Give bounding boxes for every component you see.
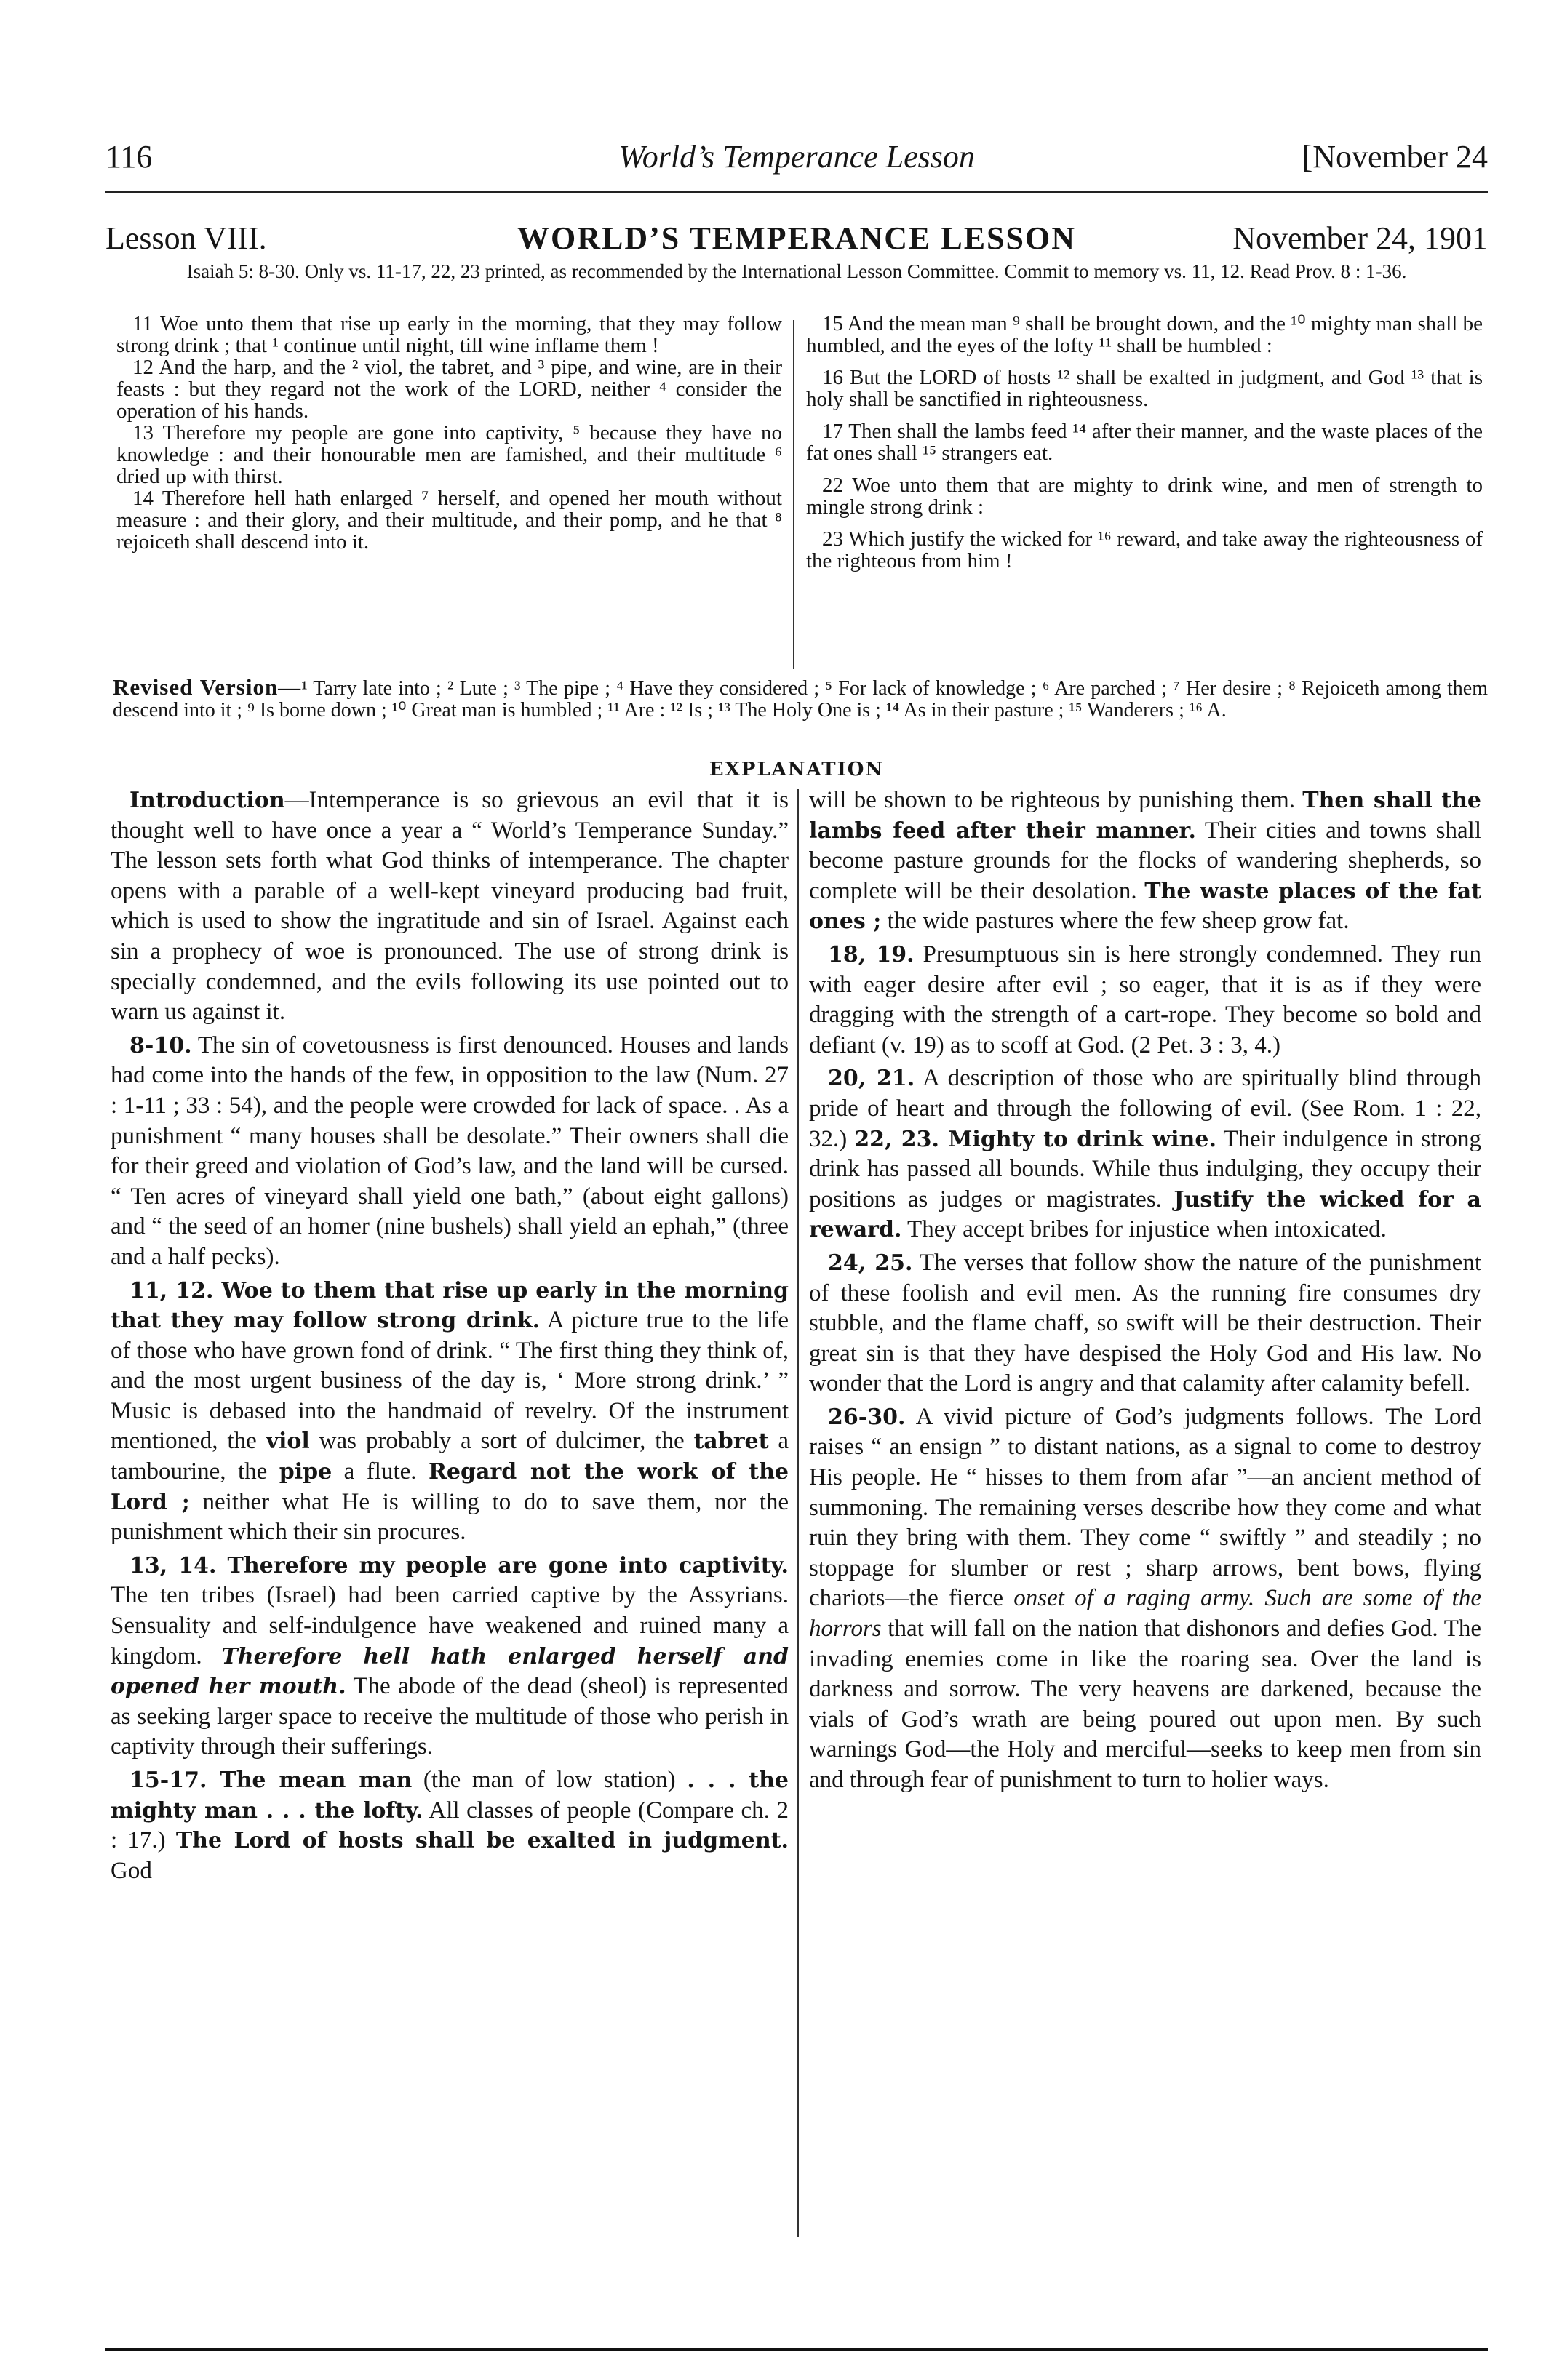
paragraph xyxy=(809,1248,1481,1399)
term: Justify the wicked for a reward. xyxy=(809,1186,1481,1243)
paragraph-text: a tambourine, the xyxy=(111,1428,789,1485)
paragraph-text: All classes of people (Compare ch. 2 : 17.) xyxy=(111,1797,789,1854)
term: Regard not the work of the Lord ; xyxy=(111,1459,789,1515)
paragraph-text: The abode of the dead (sheol) is represented as seeking larger space to receive the multitude of those who perish in captivity through their sufferings. xyxy=(111,1673,789,1760)
verse: 16 But the LORD of hosts ¹² shall be exalted in judgment, and God ¹³ that is holy shall be sanctified in righteousness. xyxy=(806,366,1483,411)
running-title: World’s Temperance Lesson xyxy=(618,139,975,175)
paragraph-continuation xyxy=(809,786,1481,937)
explanation-right-column xyxy=(809,786,1481,1799)
verses-left-column xyxy=(116,313,782,553)
paragraph-lead: 15-17. The mean man xyxy=(129,1768,413,1793)
lesson-heading xyxy=(105,220,1488,260)
column-divider xyxy=(793,320,794,669)
verse: 14 Therefore hell hath enlarged ⁷ herself, and opened her mouth without measure : and their glory, and their multitude, and their pomp, and he that ⁸ rejoiceth shall descend into it. xyxy=(116,487,782,554)
paragraph xyxy=(111,786,789,1028)
paragraph-lead: 20, 21. xyxy=(828,1066,915,1092)
column-divider xyxy=(797,789,799,2237)
paragraph-text: A picture true to the life of those who have grown fond of drink. “ The first thing they think of, and the most urgent business of the day is, ‘ More strong drink.’ ” Music is debased into the handmaid of revelry. Of the instrument mentioned, the xyxy=(111,1307,789,1455)
term: tabret xyxy=(693,1429,769,1455)
paragraph-lead: Introduction xyxy=(129,788,285,813)
verse: 17 Then shall the lambs feed ¹⁴ after their manner, and the waste places of the fat ones shall ¹⁵ strangers eat. xyxy=(806,420,1483,465)
term: The waste places of the fat ones ; xyxy=(809,878,1482,935)
running-head xyxy=(105,138,1488,182)
italic-text: onset of a raging army. Such are some of the horrors xyxy=(809,1585,1481,1642)
verse: 12 And the harp, and the ² viol, the tabret, and ³ pipe, and wine, are in their feasts : but they regard not the work of the LORD, neither ⁴ consider the operation of his hands. xyxy=(116,356,782,423)
paragraph-lead: 11, 12. Woe to them that rise up early in the morning that they may follow strong drink. xyxy=(111,1277,789,1334)
paragraph-text: A description of those who are spiritually blind through pride of heart and through the following of evil. (See Rom. 1 : 22, 32.) xyxy=(809,1065,1481,1152)
verse: 13 Therefore my people are gone into captivity, ⁵ because they have no knowledge : and their honourable men are famished, and their multitude ⁶ dried up with thirst. xyxy=(116,421,782,488)
header-rule xyxy=(105,191,1488,193)
verse: 15 And the mean man ⁹ shall be brought down, and the ¹⁰ mighty man shall be humbled, and the eyes of the lofty ¹¹ shall be humbled : xyxy=(806,312,1483,357)
revised-version-notes xyxy=(113,676,1488,722)
page-number: 116 xyxy=(105,139,153,175)
lesson-title: WORLD’S TEMPERANCE LESSON xyxy=(517,220,1076,256)
paragraph-text: A vivid picture of God’s judgments follows. The Lord raises “ an ensign ” to distant nations, as a signal to come to destroy His people. He “ hisses to them from afar ”—an ancient method of summoning. The remaining verses describe how they come and what ruin they bring with them. They come “ swiftly ” and steadily ; no stoppage for slumber or rest ; sharp arrows, bent bows, flying chariots—the fierce xyxy=(809,1403,1481,1612)
explanation-heading: EXPLANATION xyxy=(709,759,885,780)
term: Therefore hell hath enlarged herself and opened her mouth. xyxy=(111,1643,789,1700)
paragraph-lead: 8-10. xyxy=(129,1032,192,1058)
paragraph-text: will be shown to be righteous by punishing them. xyxy=(809,787,1303,813)
term: The Lord of hosts shall be exalted in judgment. xyxy=(175,1828,789,1854)
term: Then shall the lambs feed after their manner. xyxy=(809,788,1481,844)
paragraph-text: Presumptuous sin is here strongly condemned. They run with eager desire after evil ; so eager, that it is as if they were dragging with the strength of a cart-rope. They become so bold and defiant (v. 19) as to scoff at God. (2 Pet. 3 : 3, 4.) xyxy=(809,941,1481,1058)
running-date: [November 24 xyxy=(1302,139,1488,175)
term: 22, 23. Mighty to drink wine. xyxy=(854,1126,1216,1152)
paragraph-text: —Intemperance is so grievous an evil that it is thought well to have once a year a “ World’s Temperance Sunday.” The lesson sets forth what God thinks of intemperance. The chapter opens with a parable of a well-kept vineyard producing bad fruit, which is used to show the ingratitude and sin of Israel. Against each sin a prophecy of woe is pronounced. The use of strong drink is specially condemned, and the evils following its use pointed out to warn us against it. xyxy=(111,787,789,1026)
lesson-date: November 24, 1901 xyxy=(1232,220,1488,256)
paragraph-text: The verses that follow show the nature of the punishment of these foolish and evil men. As the running fire consumes dry stubble, and the flame chaff, so swift will be their destruction. Their great sin is that they have despised the Holy God and His law. No wonder that the Lord is angry and that calamity after calamity befell. xyxy=(809,1249,1481,1397)
revised-version-label: Revised Version— xyxy=(113,674,302,700)
paragraph-lead: 18, 19. xyxy=(828,941,915,967)
scripture-reference: Isaiah 5: 8-30. Only vs. 11-17, 22, 23 printed, as recommended by the International Lesson Committee. Commit to memory vs. 11, 12. Read Prov. 8 : 1-36. xyxy=(186,260,1407,282)
explanation-left-column xyxy=(111,786,789,1889)
term: viol xyxy=(266,1429,310,1455)
revised-version-text: ¹ Tarry late into ; ² Lute ; ³ The pipe ; ⁴ Have they considered ; ⁵ For lack of knowledge ; ⁶ Are parched ; ⁷ Her desire ; ⁸ Rejoiceth among them descend into it ; ⁹ Is borne down ; ¹⁰ Great man is humbled ; ¹¹ Are : ¹² Is ; ¹³ The Holy One is ; ¹⁴ As in their pasture ; ¹⁵ Wanderers ; ¹⁶ A. xyxy=(113,677,1488,722)
paragraph-text: was probably a sort of dulcimer, the xyxy=(309,1428,694,1455)
verses-right-column xyxy=(806,313,1483,582)
paragraph-text: The sin of covetousness is first denounced. Houses and lands had come into the hands of the few, in opposition to the law (Num. 27 : 1-11 ; 33 : 54), and the people were crowded for lack of space. . As a punishment “ many houses shall be desolate.” Their owners shall die for their greed and violation of God’s law, and the land will be cursed. “ Ten acres of vineyard shall yield one bath,” (about eight gallons) and “ the seed of an homer (nine bushels) shall yield an ephah,” (three and a half pecks). xyxy=(111,1031,789,1270)
lesson-number: Lesson VIII. xyxy=(105,220,267,256)
paragraph-text: Their indulgence in strong drink has passed all bounds. While thus indulging, they occupy their positions as judges or magistrates. xyxy=(809,1125,1481,1213)
paragraph-text: the wide pastures where the few sheep grow fat. xyxy=(881,908,1350,935)
paragraph xyxy=(809,940,1481,1061)
paragraph-text: that will fall on the nation that dishonors and defies God. The invading enemies come in like the roaring sea. Over the land is darkness and sorrow. The very heavens are darkened, because the vials of God’s wrath are being poured out upon men. By such warnings God—the Holy and merciful—seeks to keep men from sin and through fear of punishment to turn to holier ways. xyxy=(809,1616,1481,1793)
verse: 23 Which justify the wicked for ¹⁶ reward, and take away the righteousness of the righteous from him ! xyxy=(806,527,1483,572)
paragraph xyxy=(809,1063,1481,1245)
paragraph-lead: 13, 14. Therefore my people are gone into captivity. xyxy=(129,1552,789,1578)
paragraph xyxy=(111,1276,789,1548)
term: pipe xyxy=(279,1459,332,1485)
term: . . . the mighty man . . . the lofty. xyxy=(111,1768,789,1824)
paragraph xyxy=(809,1402,1481,1796)
paragraph xyxy=(111,1765,789,1886)
paragraph-text: God xyxy=(111,1857,152,1884)
paragraph-text: Their cities and towns shall become pasture grounds for the flocks of wandering shepherds, so complete will be their desolation. xyxy=(809,817,1481,904)
paragraph-lead: 24, 25. xyxy=(828,1250,913,1276)
paragraph-text: They accept bribes for injustice when intoxicated. xyxy=(901,1216,1387,1243)
verse: 11 Woe unto them that rise up early in the morning, that they may follow strong drink ; that ¹ continue until night, till wine inflame them ! xyxy=(116,312,782,357)
bottom-rule xyxy=(105,2348,1488,2351)
paragraph-text: (the man of low station) xyxy=(412,1767,688,1793)
paragraph-text: a flute. xyxy=(332,1458,429,1485)
paragraph xyxy=(111,1551,789,1762)
paragraph-lead: 26-30. xyxy=(828,1404,906,1430)
verse: 22 Woe unto them that are mighty to drink wine, and men of strength to mingle strong drink : xyxy=(806,474,1483,519)
paragraph xyxy=(111,1031,789,1273)
paragraph-text: The ten tribes (Israel) had been carried captive by the Assyrians. Sensuality and self-indulgence have weakened and ruined many a kingdom. xyxy=(111,1582,789,1669)
paragraph-text: neither what He is willing to do to save them, nor the punishment which their sin procures. xyxy=(111,1488,789,1546)
